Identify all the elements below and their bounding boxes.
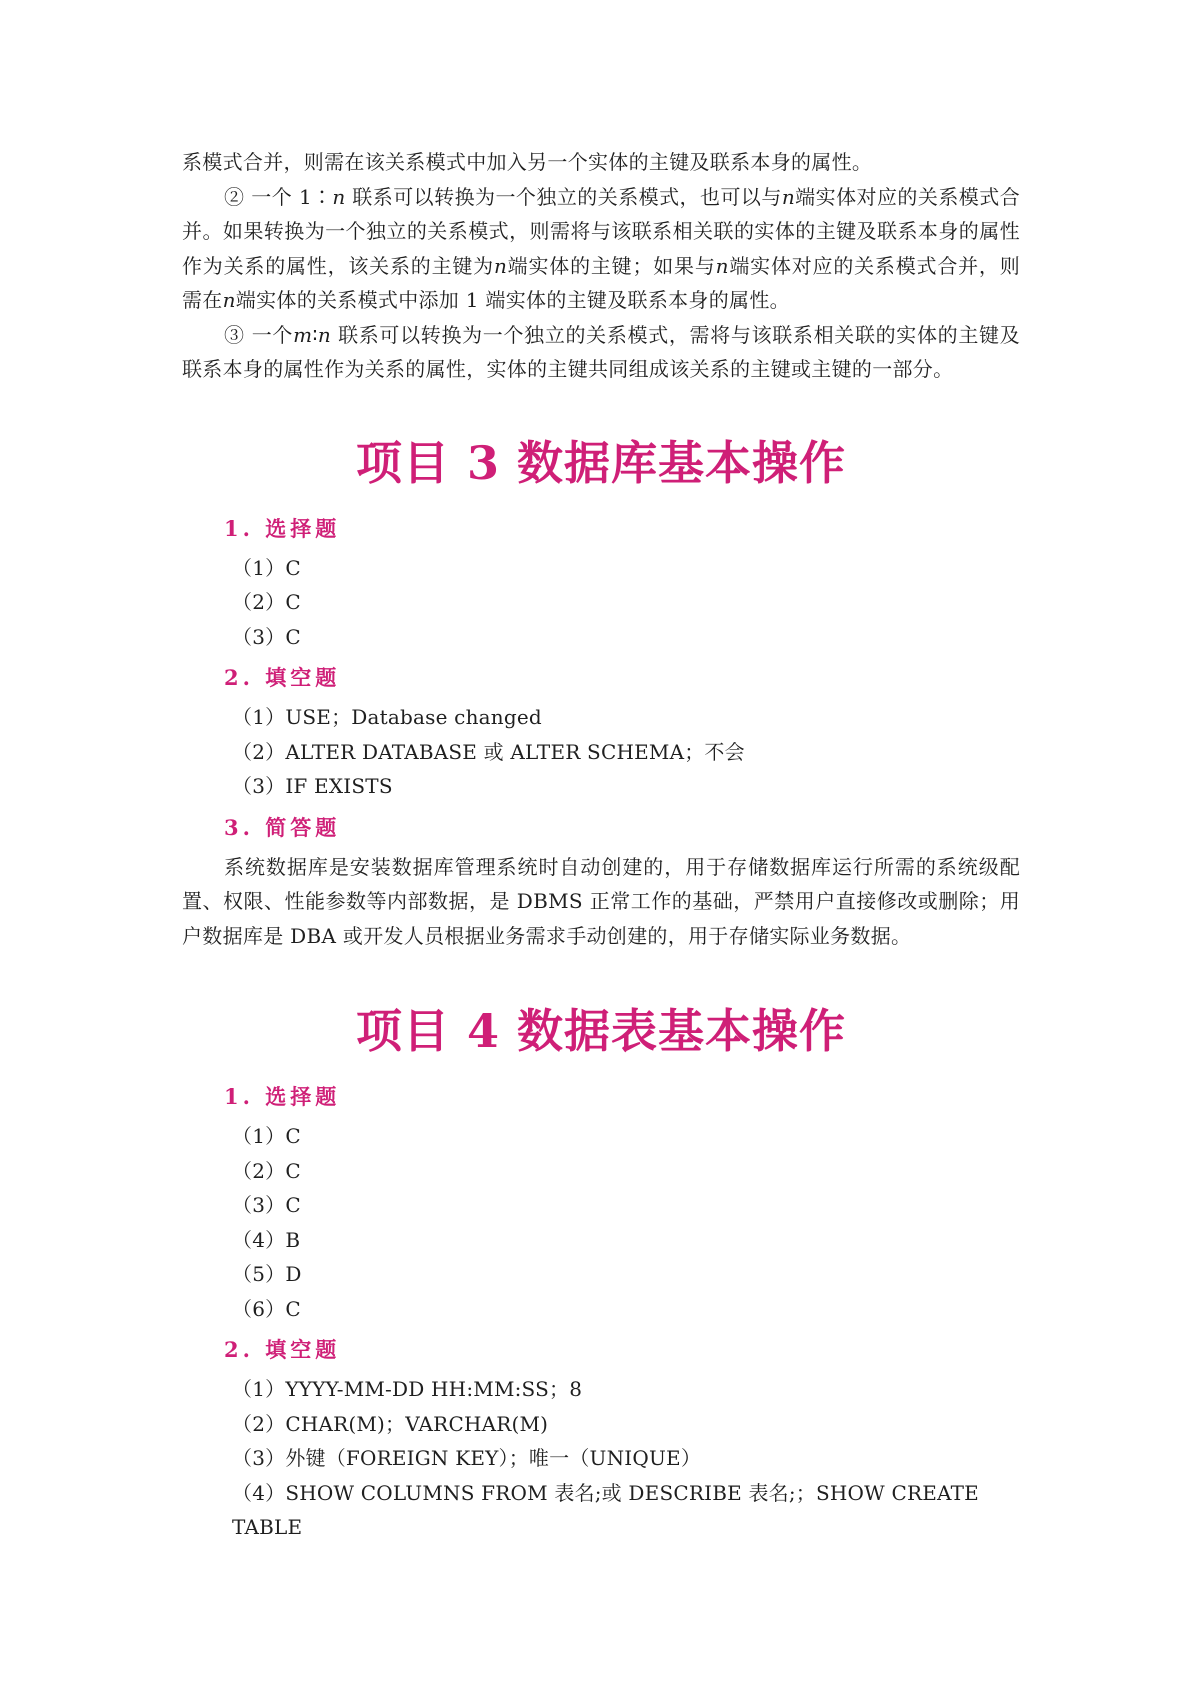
- answer-item: （1）C: [232, 555, 301, 580]
- section-heading-choice: 1. 选择题: [224, 515, 341, 541]
- answer-item: （3）IF EXISTS: [232, 774, 393, 798]
- answer-item: （4）B: [232, 1227, 301, 1252]
- answer-item: （1）C: [232, 1124, 301, 1148]
- answer-item: （4）SHOW COLUMNS FROM 表名;或 DESCRIBE 表名;；SHOW CREATE TABLE: [232, 1480, 979, 1539]
- section-heading-choice: 1. 选择题: [224, 1084, 341, 1109]
- answer-item: （1）USE；Database changed: [232, 705, 542, 729]
- section-heading-short-answer: 3. 简答题: [224, 814, 341, 840]
- intro-paragraph-2: ② 一个 1∶n 联系可以转换为一个独立的关系模式，也可以与n端实体对应的关系模式合并。如果转换为一个独立的关系模式，则需将与该联系相关联的实体的主键及联系本身的属性作为关系的属性，该关系的主键为n端实体的主键；如果与n端实体对应的关系模式合并，则需在n端实体的关系模式中添加 1 端实体的主键及联系本身的属性。: [182, 184, 1021, 312]
- chapter-title-project-3: 项目 3 数据库基本操作: [355, 435, 847, 490]
- intro-paragraph-3: ③ 一个m∶n 联系可以转换为一个独立的关系模式，需将与该联系相关联的实体的主键及联系本身的属性作为关系的属性，实体的主键共同组成该关系的主键或主键的一部分。: [182, 322, 1020, 381]
- answer-item: （3）C: [232, 624, 301, 649]
- chapter-title-project-4: 项目 4 数据表基本操作: [355, 1004, 847, 1058]
- short-answer-paragraph: 系统数据库是安装数据库管理系统时自动创建的，用于存储数据库运行所需的系统级配置、权限、性能参数等内部数据，是 DBMS 正常工作的基础，严禁用户直接修改或删除；用户数据库是 DBA 或开发人员根据业务需求手动创建的，用于存储实际业务数据。: [182, 854, 1020, 948]
- section-heading-fill: 2. 填空题: [224, 1337, 341, 1362]
- answer-item: （2）C: [232, 590, 301, 614]
- intro-paragraph-1: 系模式合并，则需在该关系模式中加入另一个实体的主键及联系本身的属性。: [182, 150, 873, 174]
- page-content: [182, 0, 1020, 1545]
- answer-item: （5）D: [232, 1262, 302, 1286]
- answer-item: （6）C: [232, 1296, 301, 1321]
- answer-item: （2）C: [232, 1158, 301, 1183]
- answer-item: （1）YYYY-MM-DD HH:MM:SS；8: [232, 1377, 583, 1401]
- answer-item: （2）ALTER DATABASE 或 ALTER SCHEMA；不会: [232, 739, 745, 764]
- answer-item: （2）CHAR(M)；VARCHAR(M): [232, 1411, 549, 1436]
- answer-item: （3）C: [232, 1193, 301, 1217]
- section-heading-fill: 2. 填空题: [224, 665, 341, 690]
- answer-item: （3）外键（FOREIGN KEY）；唯一（UNIQUE）: [232, 1446, 702, 1470]
